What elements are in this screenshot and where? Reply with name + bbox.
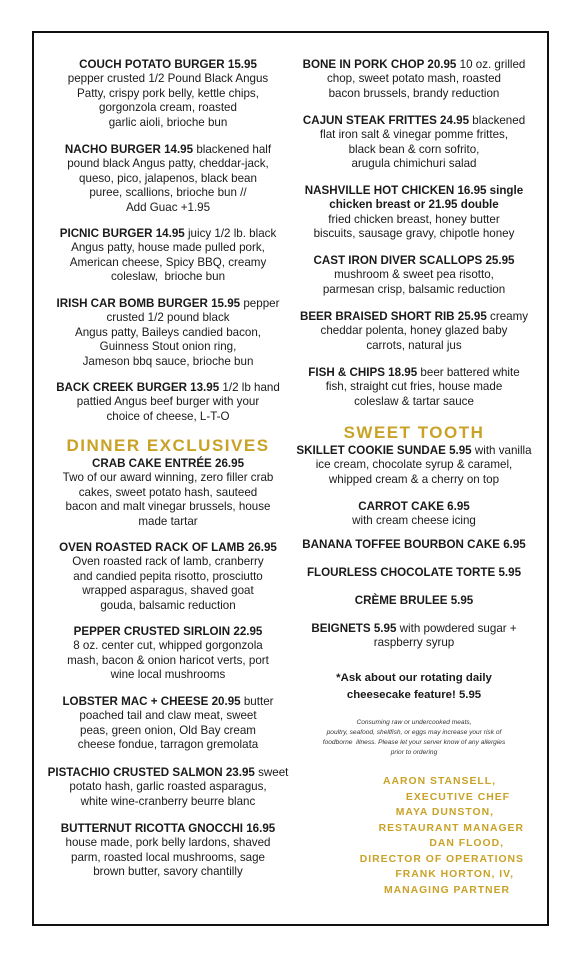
menu-item [296, 310, 532, 353]
menu-item [44, 58, 292, 130]
credit-line: AARON STANSELL, [383, 776, 496, 787]
item-name: BONE IN PORK CHOP 20.95 [302, 58, 457, 71]
item-name: BACK CREEK BURGER 13.95 [56, 381, 220, 394]
menu-item [44, 625, 292, 683]
item-name: IRISH CAR BOMB BURGER 15.95 [56, 297, 241, 310]
menu-item [296, 622, 532, 651]
allergy-disclaimer: Consuming raw or undercooked meats, poultry, seafood, shellfish, or eggs may increase your risk of foodborne illness. Please let your server know of any allergies prior to ordering [322, 719, 506, 756]
item-name: BEIGNETS 5.95 [311, 622, 397, 635]
menu-item [44, 227, 292, 285]
menu-item [44, 695, 292, 753]
credit-line: MANAGING PARTNER [383, 884, 510, 896]
item-name: BUTTERNUT RICOTTA GNOCCHI 16.95 [60, 822, 276, 835]
item-description: Oven roasted rack of lamb, cranberry and candied pepita risotto, prosciutto wrapped asparagus, shaved goat gouda, balsamic reduction [72, 555, 264, 612]
credit-line: MAYA DUNSTON, [395, 807, 494, 818]
menu-item [44, 457, 292, 529]
menu-item [44, 541, 292, 613]
item-name: PICNIC BURGER 14.95 [59, 227, 185, 240]
item-description: 1/2 lb hand pattied Angus beef burger with your choice of cheese, L-T-O [76, 381, 280, 423]
item-name: BEER BRAISED SHORT RIB 25.95 [299, 310, 487, 323]
item-description: butter poached tail and claw meat, sweet peas, green onion, Old Bay cream cheese fondue, tarragon gremolata [77, 695, 274, 752]
menu-item [44, 297, 292, 369]
item-name: SKILLET COOKIE SUNDAE 5.95 [296, 444, 472, 457]
menu-item [296, 114, 532, 172]
item-name: COUCH POTATO BURGER 15.95 [79, 58, 257, 71]
item-name: PISTACHIO CRUSTED SALMON 23.95 [47, 766, 255, 779]
item-description: pepper crusted 1/2 pound black Angus patty, Baileys candied bacon, Guinness Stout onion ring, Jameson bbq sauce, brioche bun [74, 297, 280, 368]
menu-item [296, 594, 532, 608]
item-description: blackened half pound black Angus patty, cheddar-jack, queso, pico, jalapenos, black bean puree, scallions, brioche bun // Add Guac +1.95 [67, 143, 272, 214]
menu-item [296, 254, 532, 297]
item-description: blackened flat iron salt & vinegar pomme frittes, black bean & corn sofrito, arugula chimichuri salad [319, 114, 526, 171]
item-description: creamy cheddar polenta, honey glazed baby carrots, natural jus [320, 310, 529, 352]
menu-item [296, 538, 532, 552]
credit-line: FRANK HORTON, IV, [395, 869, 514, 880]
item-name: FLOURLESS CHOCOLATE TORTE 5.95 [306, 566, 522, 579]
menu-item [44, 822, 292, 880]
menu-item [296, 58, 532, 101]
item-description: mushroom & sweet pea risotto, parmesan crisp, balsamic reduction [322, 268, 506, 296]
item-description: with powdered sugar + raspberry syrup [373, 622, 517, 650]
item-name: CAST IRON DIVER SCALLOPS 25.95 [313, 254, 515, 267]
item-name: CRAB CAKE ENTRÉE 26.95 [91, 457, 245, 470]
credit-line: EXECUTIVE CHEF [405, 791, 510, 803]
menu-item [44, 381, 292, 424]
menu-item [296, 366, 532, 409]
item-name: CRÈME BRULEE 5.95 [354, 594, 474, 607]
item-description: fried chicken breast, honey butter biscuits, sausage gravy, chipotle honey [313, 212, 515, 241]
credit-line: DAN FLOOD, [429, 838, 504, 849]
item-name: FISH & CHIPS 18.95 [308, 366, 418, 379]
item-description: Two of our award winning, zero filler crab cakes, sweet potato hash, sauteed bacon and malt vinegar brussels, house made tartar [62, 471, 274, 528]
section-title-dinner-exclusives: DINNER EXCLUSIVES [66, 436, 270, 455]
item-description: 10 oz. grilled chop, sweet potato mash, roasted bacon brussels, brandy reduction [326, 58, 526, 100]
item-description: pepper crusted 1/2 Pound Black Angus Patty, crispy pork belly, kettle chips, gorgonzola cream, roasted garlic aioli, brioche bun [67, 72, 269, 129]
item-name: NASHVILLE HOT CHICKEN 16.95 single chicken breast or 21.95 double [304, 184, 524, 212]
credit-line: DIRECTOR OF OPERATIONS [359, 853, 524, 865]
item-description: sweet potato hash, garlic roasted asparagus, white wine-cranberry beurre blanc [69, 766, 289, 808]
item-description: juicy 1/2 lb. black Angus patty, house made pulled pork, American cheese, Spicy BBQ, creamy coleslaw, brioche bun [69, 227, 277, 284]
item-name: PEPPER CRUSTED SIRLOIN 22.95 [73, 625, 263, 638]
item-description: with vanilla ice cream, chocolate syrup & caramel, whipped cream & a cherry on top [315, 444, 532, 486]
cheesecake-note: *Ask about our rotating daily cheesecake feature! 5.95 [336, 672, 492, 701]
item-description: house made, pork belly lardons, shaved parm, roasted local mushrooms, sage brown butter, savory chantilly [65, 836, 271, 879]
menu-item [296, 500, 532, 529]
menu-item [296, 184, 532, 242]
menu-item [296, 566, 532, 580]
staff-credits [296, 774, 532, 898]
item-description: with cream cheese icing [352, 514, 476, 528]
item-description: beer battered white fish, straight cut fries, house made coleslaw & tartar sauce [325, 366, 520, 408]
menu-item [44, 143, 292, 215]
item-name: CARROT CAKE 6.95 [358, 500, 470, 513]
item-name: CAJUN STEAK FRITTES 24.95 [302, 114, 470, 127]
item-name: LOBSTER MAC + CHEESE 20.95 [62, 695, 241, 708]
section-title-sweet-tooth: SWEET TOOTH [343, 423, 485, 442]
credit-line: RESTAURANT MANAGER [378, 822, 524, 834]
item-description: 8 oz. center cut, whipped gorgonzola mash, bacon & onion haricot verts, port wine local mushrooms [67, 639, 269, 682]
item-name: BANANA TOFFEE BOURBON CAKE 6.95 [302, 538, 526, 551]
item-name: OVEN ROASTED RACK OF LAMB 26.95 [59, 541, 277, 554]
item-name: NACHO BURGER 14.95 [64, 143, 194, 156]
menu-item [44, 766, 292, 809]
menu-item [296, 444, 532, 487]
